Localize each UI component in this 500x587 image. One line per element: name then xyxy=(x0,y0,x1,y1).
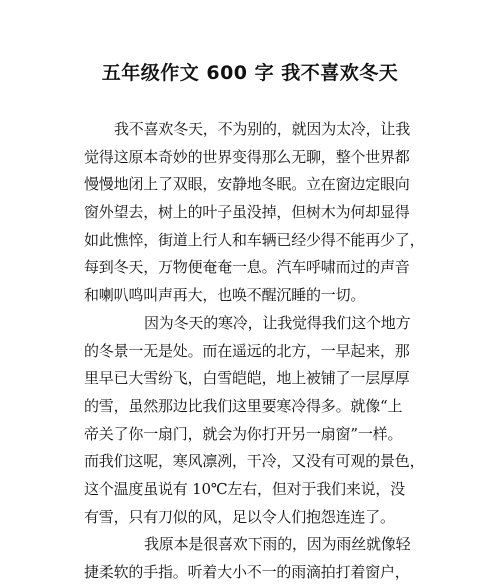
paragraph-line: 和喇叭鸣叫声再大，也唤不醒沉睡的一切。 xyxy=(84,286,366,305)
paragraph-line: 慢慢地闭上了双眼，安静地冬眠。立在窗边定眼向 xyxy=(84,175,410,194)
document-body xyxy=(84,116,424,587)
paragraph-line: 而我们这呢，寒风凛冽，干冷，又没有可观的景色， xyxy=(84,452,425,471)
paragraph-line: 每到冬天，万物便奄奄一息。汽车呼啸而过的声音 xyxy=(84,258,410,277)
paragraph-line: 的雪，虽然那边比我们这里要寒冷得多。就像“上 xyxy=(84,396,403,415)
paragraph-line: 里早已大雪纷飞，白雪皑皑，地上被铺了一层厚厚 xyxy=(84,369,410,388)
paragraph-line: 觉得这原本奇妙的世界变得那么无聊，整个世界都 xyxy=(84,147,410,166)
paragraph-line: 有雪，只有刀似的风，足以令人们抱怨连连了。 xyxy=(84,507,395,526)
paragraph-line: 我原本是很喜欢下雨的，因为雨丝就像轻 xyxy=(144,535,411,554)
paragraph-line: 的冬景一无是处。而在遥远的北方，一早起来，那 xyxy=(84,341,410,360)
paragraph-line: 捷柔软的手指。听着大小不一的雨滴拍打着窗户， xyxy=(84,563,410,581)
paragraph-line: 我不喜欢冬天，不为别的，就因为太冷，让我 xyxy=(114,120,411,138)
paragraph-line: 这个温度虽说有 10℃左右，但对于我们来说，没 xyxy=(84,479,406,498)
document-title: 五年级作文 600 字 我不喜欢冬天 xyxy=(101,62,399,84)
paragraph-line: 窗外望去，树上的叶子虽没掉，但树木为何却显得 xyxy=(84,203,410,222)
paragraph-line: 如此憔悴，街道上行人和车辆已经少得不能再少了， xyxy=(84,230,425,249)
paragraph-line: 帝关了你一扇门，就会为你打开另一扇窗”一样。 xyxy=(84,424,403,443)
paragraph-line: 因为冬天的寒冷，让我觉得我们这个地方 xyxy=(144,313,411,332)
